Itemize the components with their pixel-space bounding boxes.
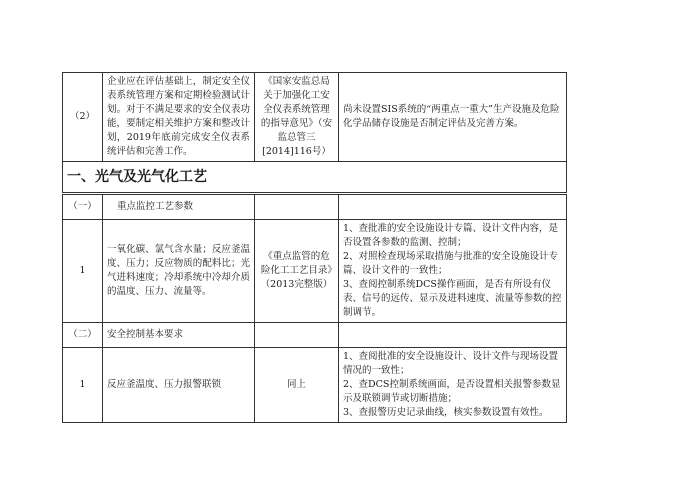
subsection-title: 重点监控工艺参数: [103, 194, 255, 220]
subsection-row: [63, 194, 567, 220]
subsection-number: （二）: [63, 323, 103, 348]
requirement-cell: 一氧化碳、氯气含水量；反应釜温度、压力；反应物质的配料比；光气进料速度；冷却系统中冷却介质的温度、压力、流量等。: [103, 220, 255, 323]
section-title: 一、光气及光气化工艺: [63, 162, 567, 194]
requirement-cell: 企业应在评估基础上，制定安全仪表系统管理方案和定期检验测试计划。对于不满足要求的安全仪表功能，要制定相关维护方案和整改计划，2019年底前完成安全仪表系统评估和完善工作。: [103, 73, 255, 162]
basis-cell: 《重点监管的危险化工工艺目录》（2013完整版）: [255, 220, 339, 323]
inspection-table: [62, 72, 567, 423]
basis-cell: 同上: [255, 348, 339, 423]
subsection-row: [63, 323, 567, 348]
empty-cell: [339, 323, 567, 348]
table-row: [63, 348, 567, 423]
subsection-number: （一）: [63, 194, 103, 220]
check-method-cell: 尚未设置SIS系统的“两重点一重大”生产设施及危险化学品储存设施是否制定评估及完善方案。: [339, 73, 567, 162]
empty-cell: [255, 194, 339, 220]
check-step: 1、查批准的安全设施设计专篇、设计文件内容，是否设置各参数的监测、控制；: [343, 223, 559, 248]
check-method-cell: [339, 348, 567, 423]
check-method-cell: [339, 220, 567, 323]
section-heading-row: [63, 162, 567, 194]
row-number: 1: [63, 348, 103, 423]
requirement-cell: 反应釜温度、压力报警联锁: [103, 348, 255, 423]
check-step: 2、查DCS控制系统画面，是否设置相关报警参数显示及联锁调节或切断措施；: [343, 379, 561, 404]
check-step: 2、对照检查现场采取措施与批准的安全设施设计专篇、设计文件的一致性；: [343, 251, 559, 276]
check-step: 3、查报警历史记录曲线，核实参数设置有效性。: [343, 407, 549, 418]
check-step: 1、查阅批准的安全设施设计、设计文件与现场设置情况的一致性；: [343, 351, 559, 376]
check-step: 3、查阅控制系统DCS操作画面，是否有所设有仪表、信号的远传、显示及进料速度、流量等参数的控制调节。: [343, 279, 562, 318]
subsection-title: 安全控制基本要求: [103, 323, 255, 348]
row-number: 1: [63, 220, 103, 323]
table-row: [63, 73, 567, 162]
row-number: （2）: [63, 73, 103, 162]
table-row: [63, 220, 567, 323]
empty-cell: [255, 323, 339, 348]
empty-cell: [339, 194, 567, 220]
basis-cell: 《国家安监总局关于加强化工安全仪表系统管理的指导意见》（安监总管三[2014]116号）: [255, 73, 339, 162]
